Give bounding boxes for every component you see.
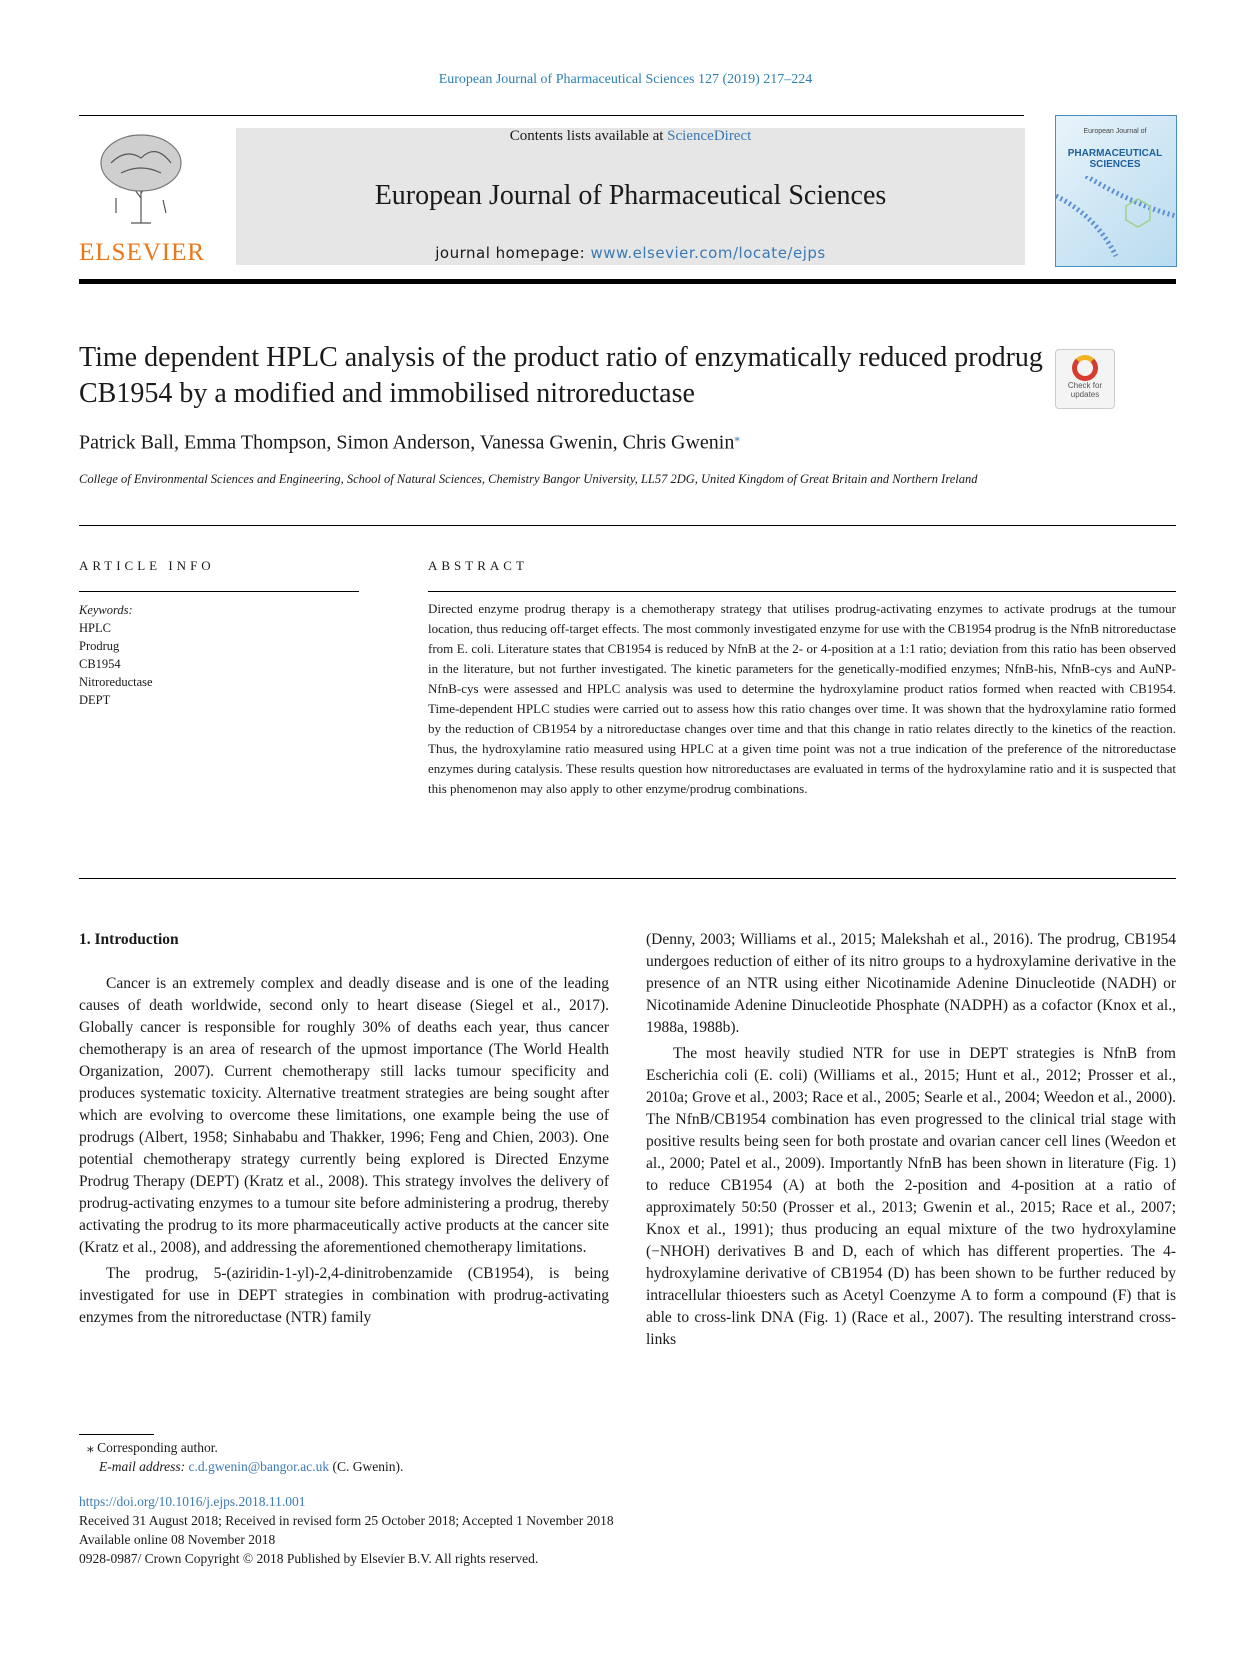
received-dates: Received 31 August 2018; Received in revised form 25 October 2018; Accepted 1 November 2018 (79, 1513, 614, 1528)
corresponding-author-note: ⁎ Corresponding author. (87, 1440, 218, 1455)
crossmark-icon (1072, 355, 1098, 381)
paragraph: Cancer is an extremely complex and deadly disease and is one of the leading causes of death worldwide, second only to heart disease (Siegel et al., 2017). Globally cancer is responsible for roughly 30% of deaths each year, thus cancer chemotherapy is an area of research of the upmost importance (The World Health Organization, 2007). Current chemotherapy still lacks tumour specificity and produces systematic toxicity. Alternative treatment strategies are being sought after which are evolving to overcome these limitations, one example being the use of prodrugs (Albert, 1958; Sinhababu and Thakker, 1996; Feng and Chien, 2003). One potential chemotherapy strategy currently being explored is Directed Enzyme Prodrug Therapy (DEPT) (Kratz et al., 2008). This strategy involves the delivery of prodrug-activating enzymes to a tumour site before administering a prodrug, thereby activating the prodrug to its more pharmaceutically active products at the cancer site (Kratz et al., 2008), and addressing the aforementioned chemotherapy limitations. (79, 975, 609, 1256)
doi-link[interactable]: https://doi.org/10.1016/j.ejps.2018.11.001 (79, 1494, 306, 1509)
email-link[interactable]: c.d.gwenin@bangor.ac.uk (188, 1459, 330, 1474)
affiliation: College of Environmental Sciences and Engineering, School of Natural Sciences, Chemistry Bangor University, LL57 2DG, United Kingdom of Great Britain and Northern Ireland (79, 472, 978, 486)
homepage-prefix: journal homepage: (435, 244, 591, 262)
molecule-graphic-icon (1056, 176, 1176, 266)
section-heading: 1. Introduction (79, 931, 179, 948)
divider (79, 525, 1176, 526)
header-divider (79, 279, 1176, 284)
elsevier-wordmark: ELSEVIER (79, 239, 206, 266)
copyright: 0928-0987/ Crown Copyright © 2018 Published by Elsevier B.V. All rights reserved. (79, 1551, 539, 1566)
keyword: Nitroreductase (79, 675, 153, 689)
divider (79, 878, 1176, 879)
cover-subtitle: European Journal of (1083, 128, 1147, 135)
paragraph: The most heavily studied NTR for use in DEPT strategies is NfnB from Escherichia coli (E. coli) (Williams et al., 2015; Hunt et al., 2012; Prosser et al., 2010a; Grove et al., 2003; Race et al., 2005; Searle et al., 2004; Weedon et al., 2000). The NfnB/CB1954 combination has even progressed to the clinical trial stage with positive results being seen for both prostate and ovarian cancer cell lines (Weedon et al., 2000; Patel et al., 2009). Importantly NfnB has been shown in literature (Fig. 1) to reduce CB1954 (A) at both the 2-position and 4-position at a ratio of approximately 50:50 (Prosser et al., 2013; Gwenin et al., 2015; Race et al., 2007; Knox et al., 1991); thus producing an equal mixture of the two hydroxylamine (−NHOH) derivatives B and D, each of which has different properties. The 4-hydroxylamine derivative of CB1954 (D) has been shown to be further reduced by intracellular thioesters such as Acetyl Coenzyme A to form a compound (F) that is able to cross-link DNA (Fig. 1) (Race et al., 2007). The resulting interstrand cross-links (646, 1045, 1176, 1348)
authors: Patrick Ball, Emma Thompson, Simon Anderson, Vanessa Gwenin, Chris Gwenin (79, 431, 735, 454)
email-line (79, 1457, 403, 1476)
keyword: CB1954 (79, 657, 121, 671)
publication-info (79, 1492, 614, 1568)
check-for-updates-button[interactable] (1055, 349, 1115, 409)
journal-cover-thumbnail[interactable] (1055, 115, 1177, 267)
keyword: HPLC (79, 621, 111, 635)
journal-name: European Journal of Pharmaceutical Sciences (374, 180, 887, 211)
cover-title: PHARMACEUTICAL SCIENCES (1067, 148, 1163, 170)
paragraph: (Denny, 2003; Williams et al., 2015; Malekshah et al., 2016). The prodrug, CB1954 undergoes reduction of either of its nitro groups to a hydroxylamine derivative in the presence of an NTR using either Nicotinamide Adenine Dinucleotide (NADH) or Nicotinamide Adenine Dinucleotide Phosphate (NADPH) as a cofactor (Knox et al., 1988a, 1988b). (646, 931, 1176, 1036)
crossmark-label-1: Check for (1067, 381, 1103, 390)
email-label: E-mail address: (99, 1459, 189, 1474)
corresponding-author-mark[interactable]: ⁎ (734, 432, 740, 444)
paragraph: The prodrug, 5-(aziridin-1-yl)-2,4-dinitrobenzamide (CB1954), is being investigated for use in DEPT strategies in combination with prodrug-activating enzymes from the nitroreductase (NTR) family (79, 1265, 609, 1326)
keyword: Prodrug (79, 639, 120, 653)
divider (428, 591, 1176, 592)
crossmark-label-2: updates (1070, 390, 1100, 399)
sciencedirect-link[interactable]: ScienceDirect (667, 128, 752, 144)
footnote (79, 1438, 403, 1476)
body-column-left (79, 929, 609, 1333)
author-list (79, 431, 740, 455)
journal-homepage (236, 244, 1025, 262)
article-info-heading: ARTICLE INFO (79, 558, 215, 573)
abstract-text: Directed enzyme prodrug therapy is a chemotherapy strategy that utilises prodrug-activating enzymes to activate prodrugs at the tumour location, thus reducing off-target effects. The most commonly investigated enzyme for use with the CB1954 prodrug is the NfnB nitroreductase from E. coli. Literature states that CB1954 is reduced by NfnB at the 2- or 4-position at a 1:1 ratio; deviation from this ratio has been observed in the literature, but not further investigated. The kinetic parameters for the genetically-modified enzymes; NfnB-his, NfnB-cys and AuNP-NfnB-cys were assessed and HPLC analysis was used to determine the hydroxylamine product ratios formed when reacted with CB1954. Time-dependent HPLC studies were carried out to assess how this ratio changes over time. It was shown that the hydroxylamine ratio formed by the reduction of CB1954 by a nitroreductase changes over time and that this change in ratio relates directly to the kinetics of the reaction. Thus, the hydroxylamine ratio measured using HPLC at a given time point was not a true indication of the preference of the nitroreductase enzymes during catalysis. These results question how nitroreductases are evaluated in terms of the hydroxylamine ratio and it is suspected that this phenomenon may also apply to other enzyme/prodrug combinations. (428, 601, 1176, 796)
journal-citation[interactable]: European Journal of Pharmaceutical Sciences 127 (2019) 217–224 (438, 72, 813, 87)
abstract-heading: ABSTRACT (428, 558, 528, 573)
keywords-block (79, 601, 153, 709)
homepage-link[interactable]: www.elsevier.com/locate/ejps (590, 244, 826, 262)
keywords-label: Keywords: (79, 603, 133, 617)
elsevier-logo[interactable] (79, 128, 204, 268)
divider (79, 591, 359, 592)
contents-prefix: Contents lists available at (509, 128, 668, 144)
divider (79, 115, 1024, 116)
email-suffix: (C. Gwenin). (329, 1459, 404, 1474)
contents-line (236, 128, 1025, 145)
article-title: Time dependent HPLC analysis of the product ratio of enzymatically reduced prodrug CB1954 by a modified and immobilised nitroreductase (79, 342, 1043, 409)
footnote-divider (79, 1434, 154, 1435)
available-online: Available online 08 November 2018 (79, 1532, 276, 1547)
body-column-right (646, 929, 1176, 1355)
keyword: DEPT (79, 693, 111, 707)
tree-icon (91, 128, 191, 228)
